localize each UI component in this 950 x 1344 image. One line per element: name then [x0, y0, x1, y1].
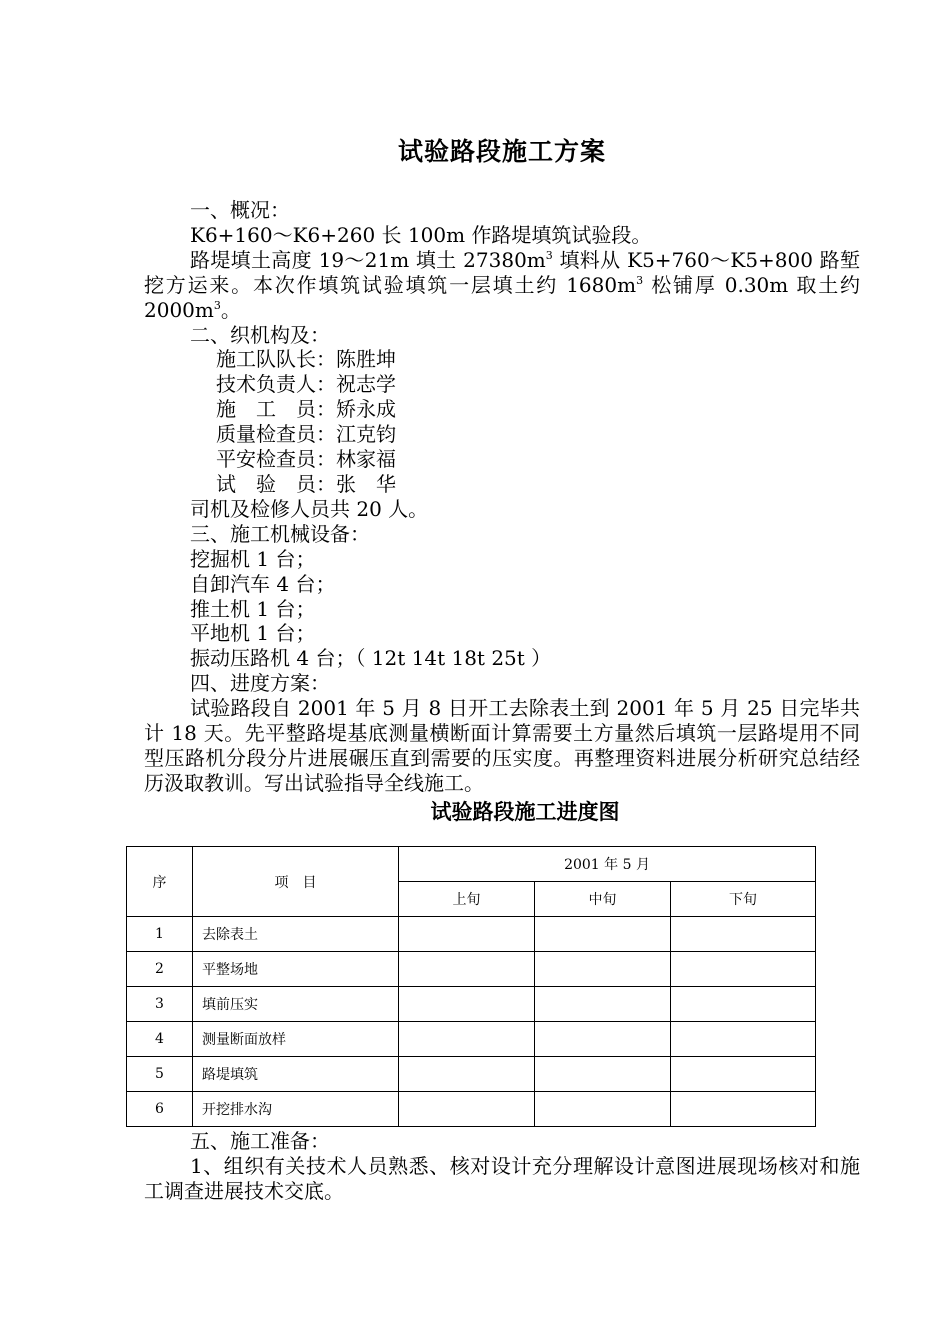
row-number: 4 — [127, 1022, 193, 1057]
cell-late — [671, 952, 816, 987]
row-number: 5 — [127, 1057, 193, 1092]
cell-early — [399, 1057, 535, 1092]
row-number: 1 — [127, 917, 193, 952]
section-heading-overview: 一、概况： — [190, 198, 290, 222]
cell-late — [671, 1092, 816, 1127]
table-row — [127, 952, 816, 987]
cell-early — [399, 917, 535, 952]
row-task: 平整场地 — [193, 952, 399, 987]
schedule-table — [126, 846, 816, 1127]
equipment-item: 挖掘机 1 台； — [190, 546, 316, 571]
overview-paragraph: 路堤填土高度 19～21m 填土 $27380m^3$ 填料从 K5+760～K5+800 路堑挖方运来。本次作填筑试验填筑一层填土约 $1680m^3$ 松铺厚 0.30m 取土约 $2000m^3$。 — [144, 247, 860, 322]
equipment-item: 平地机 1 台； — [190, 621, 316, 646]
cell-late — [671, 917, 816, 952]
row-number: 2 — [127, 952, 193, 987]
member-line: 试 验 员：张 华 — [216, 471, 396, 496]
cell-early — [399, 1092, 535, 1127]
cell-late — [671, 987, 816, 1022]
document-title: 试验路段施工方案 — [397, 137, 606, 166]
cell-late — [671, 1057, 816, 1092]
cell-mid — [535, 1057, 671, 1092]
preparation-section — [144, 1129, 860, 1204]
row-task: 开挖排水沟 — [193, 1092, 399, 1127]
row-task: 路堤填筑 — [193, 1057, 399, 1092]
cell-mid — [535, 1092, 671, 1127]
table-row — [127, 1022, 816, 1057]
schedule-chart-title: 试验路段施工进度图 — [430, 799, 620, 824]
header-period-mid: 中旬 — [535, 882, 671, 917]
section-heading-organization: 二、织机构及： — [190, 322, 330, 347]
document-body — [144, 198, 860, 796]
table-row — [127, 1092, 816, 1127]
cell-mid — [535, 987, 671, 1022]
cell-early — [399, 987, 535, 1022]
overview-line: K6+160～K6+260 长 100m 作路堤填筑试验段。 — [190, 222, 652, 247]
cell-mid — [535, 917, 671, 952]
table-row — [127, 1057, 816, 1092]
row-task: 填前压实 — [193, 987, 399, 1022]
header-month: 2001 年 5 月 — [399, 847, 816, 882]
row-number: 6 — [127, 1092, 193, 1127]
equipment-item: 振动压路机 4 台；（ 12t 14t 18t 25t ） — [190, 646, 552, 671]
row-number: 3 — [127, 987, 193, 1022]
table-row — [127, 917, 816, 952]
table-row — [127, 987, 816, 1022]
section-heading-schedule: 四、进度方案： — [190, 671, 330, 696]
cell-early — [399, 1022, 535, 1057]
cell-early — [399, 952, 535, 987]
header-item: 项 目 — [193, 847, 399, 917]
header-seq: 序 — [127, 847, 193, 917]
member-line: 质量检查员：江克钧 — [216, 422, 396, 447]
header-period-late: 下旬 — [671, 882, 816, 917]
schedule-paragraph: 试验路段自 2001 年 5 月 8 日开工去除表土到 2001 年 5 月 25 日完毕共计 18 天。先平整路堤基底测量横断面计算需要土方量然后填筑一层路堤用不同型压路机分段分片进展碾压直到需要的压实度。再整理资料进展分析研究总结经历汲取教训。写出试验指导全线施工。 — [144, 696, 860, 795]
member-line: 施 工 员：矫永成 — [216, 397, 396, 422]
equipment-item: 自卸汽车 4 台； — [190, 571, 336, 596]
drivers-line: 司机及检修人员共 20 人。 — [190, 496, 429, 521]
member-line: 平安检查员：林家福 — [216, 447, 396, 472]
member-line: 施工队队长：陈胜坤 — [216, 347, 396, 372]
section-heading-preparation: 五、施工准备： — [190, 1129, 330, 1153]
section-heading-equipment: 三、施工机械设备： — [190, 521, 370, 546]
cell-mid — [535, 952, 671, 987]
row-task: 去除表土 — [193, 917, 399, 952]
equipment-item: 推土机 1 台； — [190, 596, 316, 621]
preparation-item: 1、组织有关技术人员熟悉、核对设计充分理解设计意图进展现场核对和施工调查进展技术交底。 — [144, 1153, 860, 1203]
cell-mid — [535, 1022, 671, 1057]
member-line: 技术负责人：祝志学 — [216, 372, 396, 397]
header-period-early: 上旬 — [399, 882, 535, 917]
cell-late — [671, 1022, 816, 1057]
row-task: 测量断面放样 — [193, 1022, 399, 1057]
